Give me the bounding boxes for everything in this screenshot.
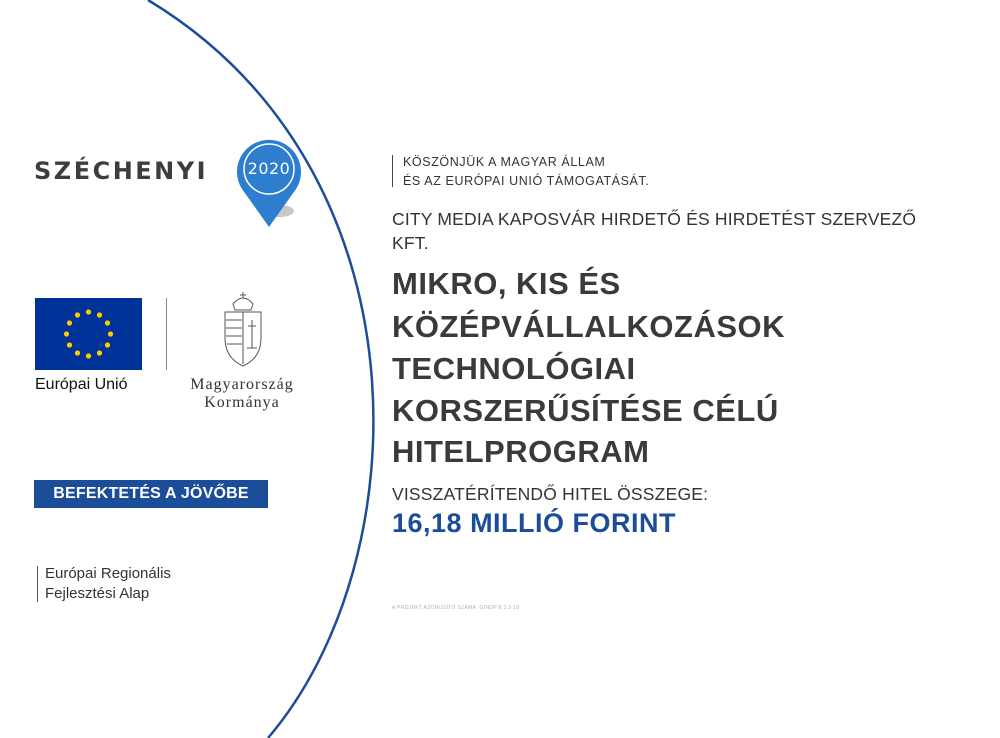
fund-name-line2: Fejlesztési Alap: [45, 585, 150, 602]
project-title-line: TECHNOLÓGIAI: [392, 351, 636, 386]
investment-slogan-banner: BEFEKTETÉS A JÖVŐBE: [34, 480, 268, 508]
logo-divider: [166, 298, 167, 370]
fund-divider: [37, 566, 38, 602]
government-name-line1: Magyarország: [190, 376, 294, 393]
eu-label: Európai Unió: [35, 376, 128, 393]
program-year: 2020: [247, 159, 291, 178]
beneficiary-name-line2: KFT.: [392, 233, 429, 253]
project-title-line: MIKRO, KIS ÉS: [392, 266, 621, 301]
loan-amount-label: VISSZATÉRÍTENDŐ HITEL ÖSSZEGE:: [392, 484, 709, 504]
project-id: A PROJEKT AZONOSÍTÓ SZÁMA: GINOP 8.3.5-18: [392, 605, 520, 611]
eu-flag-icon: [35, 298, 142, 370]
government-name-line2: Kormánya: [204, 394, 280, 411]
project-title-line: KORSZERŰSÍTÉSE CÉLÚ: [392, 393, 779, 428]
coat-of-arms-icon: [221, 290, 265, 370]
project-title-line: KÖZÉPVÁLLALKOZÁSOK: [392, 309, 786, 344]
program-wordmark: SZÉCHENYI: [34, 157, 209, 185]
fund-name-line1: Európai Regionális: [45, 565, 171, 582]
thanks-line2: ÉS AZ EURÓPAI UNIÓ TÁMOGATÁSÁT.: [403, 174, 650, 188]
szechenyi-2020-logo: [34, 137, 291, 232]
thanks-line1: KÖSZÖNJÜK A MAGYAR ÁLLAM: [403, 155, 606, 169]
project-title-line: HITELPROGRAM: [392, 434, 650, 469]
map-pin-icon: [234, 137, 309, 229]
thanks-divider: [392, 155, 393, 187]
beneficiary-name-line1: CITY MEDIA KAPOSVÁR HIRDETŐ ÉS HIRDETÉST SZERVEZŐ: [392, 209, 917, 229]
loan-amount-value: 16,18 MILLIÓ FORINT: [392, 508, 677, 538]
